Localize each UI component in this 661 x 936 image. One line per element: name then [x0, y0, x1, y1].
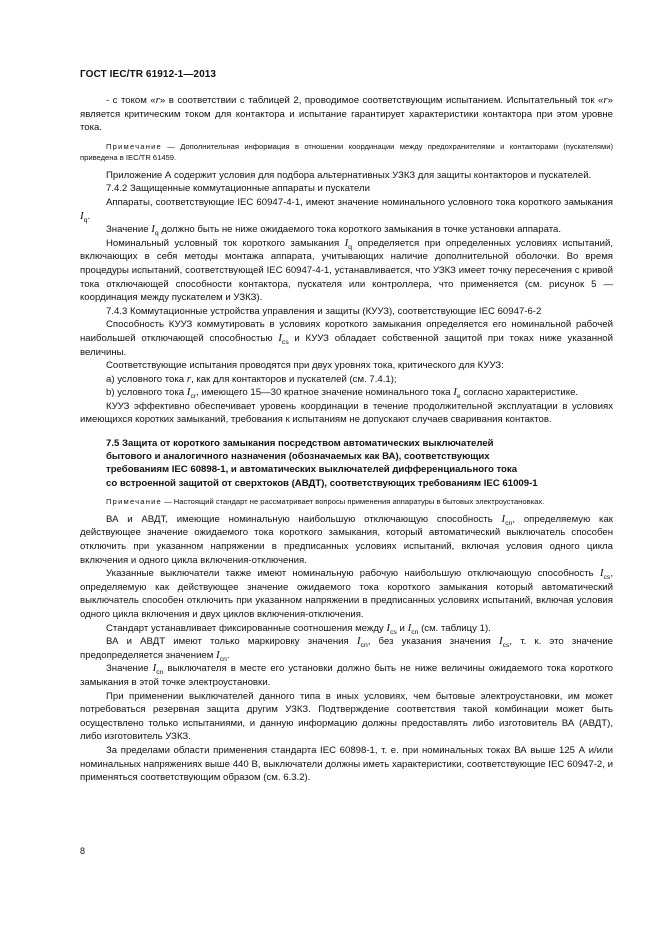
symbol-I: I: [599, 567, 604, 580]
list-item-a: [80, 373, 613, 387]
symbol-I: I: [151, 223, 155, 236]
text: Номинальный условный ток короткого замыкания: [106, 237, 345, 249]
symbol-I: I: [501, 512, 506, 525]
symbol-I: I: [186, 386, 191, 399]
text: , т. к. это значение предопределяется значением: [80, 636, 614, 661]
symbol-I: I: [498, 635, 503, 648]
text: » в соответствии с таблицей 2, проводимое соответствующим испытанием. Испытательный ток «: [159, 95, 604, 106]
paragraph-r-current: [80, 94, 613, 135]
text: , как для контакторов и пускателей (см. 7.4.1);: [191, 373, 397, 385]
text: , определяемую как действующее значение ожидаемого тока короткого замыкания который автоматический выключатель способен отключить при указанном напряжении в предписанных условиях испытаний, включая условия одного цикла включения и двух циклов включения-отключения.: [80, 568, 613, 621]
subscript: cn: [505, 519, 513, 527]
note-1: [80, 141, 613, 163]
text: определяется при определенных условиях испытаний, включающих в себя методы монтажа аппарата, учитывающих наличие дополнительной оболочки. Во время процедуры испытаний, соответствующей IEC 60947-4-1, устанавливается, что УЗКЗ имеет точку пересечения с кривой тока отключающей способности контактора, пускателя или контроллера, что применяется (см. рисунок 5 — координация между пускателем и УЗКЗ).: [80, 237, 613, 304]
symbol-I: I: [80, 209, 84, 222]
symbol-I: I: [407, 621, 412, 634]
text: , без указания значения: [367, 636, 499, 648]
text: Указанные выключатели также имеют номинальную рабочую наибольшую отключающую способность: [106, 568, 600, 580]
note-label: Примечание: [106, 496, 162, 506]
text: .: [226, 649, 230, 661]
subscript: cs: [281, 338, 289, 346]
paragraph-ics-capacity: [80, 567, 613, 621]
symbol-I: I: [216, 648, 220, 661]
subscript: cn: [156, 669, 164, 677]
text: b) условного тока: [106, 387, 187, 399]
note-label: Примечание: [106, 141, 162, 151]
subscript: cn: [219, 655, 227, 663]
paragraph-iq-value: [80, 223, 613, 237]
subscript: e: [456, 393, 461, 401]
note-text: — Дополнительная информация в отношении координации между предохранителями и контакторами (пускателями) приведена в IEC/TR 61459.: [80, 141, 613, 162]
paragraph-scope-limits: За пределами области применения стандарта IEC 60898-1, т. е. при номинальных токах ВА выше 125 А и/или номинальных напряжениях выше 440 В, выключатели должны иметь характеристики, соответствующие IEC 60947-2, и применяться соответствующим образом (см. 6.3.2).: [80, 744, 613, 784]
subscript: cn: [360, 642, 368, 650]
text: - с током «: [106, 95, 156, 106]
symbol-I: I: [344, 236, 349, 249]
symbol-I: I: [152, 662, 157, 675]
symbol-r: r: [155, 94, 160, 106]
symbol-I: I: [278, 331, 282, 344]
symbol-I: I: [453, 386, 457, 399]
subscript: cr: [190, 393, 197, 401]
text: » является критическим током для контактора и испытание гарантирует характеристики контактора при этом уровне тока.: [80, 95, 613, 134]
paragraph-ratio: [80, 622, 613, 636]
paragraph-marking: [80, 635, 613, 662]
paragraph-kuuz-ability: [80, 318, 613, 359]
text: выключателя в месте его установки должно быть не ниже величины ожидаемого тока короткого замыкания в этой точке электроустановки.: [80, 663, 613, 688]
paragraph-kuuz-tests: Соответствующие испытания проводятся при двух уровнях тока, критического для КУУЗ:: [106, 360, 504, 372]
symbol-I: I: [356, 635, 361, 648]
text: ВА и АВДТ, имеющие номинальную наибольшую отключающую способность: [106, 513, 502, 525]
section-7-4-2-title: 7.4.2 Защищенные коммутационные аппараты и пускатели: [106, 183, 371, 195]
heading-line: со встроенной защитой от сверхтоков (АВДТ), соответствующих требованиям IEC 61009-1: [106, 477, 538, 489]
text: и КУУЗ обладает собственной защитой при токах ниже указанной величины.: [80, 332, 613, 358]
note-text: — Настоящий стандарт не рассматривает вопросы применения аппаратуры в бытовых электроустановках.: [161, 496, 545, 506]
text: Стандарт устанавливает фиксированные соотношения между: [106, 622, 387, 634]
text: Способность КУУЗ коммутировать в условиях короткого замыкания определяется его номинальной рабочей наибольшей отключающей способностью: [80, 319, 613, 344]
paragraph-icn-location: [80, 662, 613, 689]
heading-line: бытового и аналогичного назначения (обозначаемых как ВА), соответствующих: [106, 451, 490, 463]
text: , имеющего 15—30 кратное значение номинального тока: [196, 387, 454, 399]
paragraph-backup-protection: При применении выключателей данного типа в иных условиях, чем бытовые электроустановки, им может потребоваться резервная защита другим УЗКЗ. Подтверждение соответствия такой комбинации может быть осуществлено только испытаниями, и данную информацию должны предоставлять либо изготовитель ВА (АВДТ), либо изготовитель УЗКЗ.: [80, 690, 613, 743]
text: a) условного тока: [106, 373, 187, 385]
paragraph-annex-a: Приложение А содержит условия для подбора альтернативных УЗКЗ для защиты контакторов и пускателей.: [106, 169, 592, 181]
section-7-4-3-title: 7.4.3 Коммутационные устройства управления и защиты (КУУЗ), соответствующие IEC 60947-6-2: [106, 305, 542, 317]
text: .: [87, 210, 91, 222]
text: и: [396, 622, 408, 634]
subscript: cs: [502, 642, 510, 650]
subscript: q: [83, 216, 88, 224]
symbol-r: r: [603, 94, 608, 106]
text: ВА и АВДТ имеют только маркировку значения: [106, 636, 357, 648]
paragraph-kuuz-coordination: КУУЗ эффективно обеспечивает уровень координации в течение продолжительной эксплуатации в условиях имеющихся коротких замыканий, требования к испытаниям не допускают случаев сваривания контактов.: [80, 400, 613, 426]
paragraph-icn-capacity: [80, 513, 613, 567]
paragraph-iq-rating: [80, 196, 613, 223]
heading-line: требованиям IEC 60898-1, и автоматических выключателей дифференциального тока: [106, 464, 518, 476]
text: должно быть не ниже ожидаемого тока короткого замыкания в точке установки аппарата.: [158, 224, 561, 236]
section-7-5-heading: [80, 437, 613, 490]
text: Значение: [106, 663, 153, 675]
subscript: cn: [411, 628, 419, 636]
text: Аппараты, соответствующие IEC 60947-4-1, имеют значение номинального условного тока короткого замыкания: [106, 196, 613, 208]
subscript: cs: [390, 628, 397, 636]
standard-header: ГОСТ IEC/TR 61912-1—2013: [80, 69, 217, 80]
subscript: q: [154, 230, 159, 238]
text: , определяемую как действующее значение ожидаемого тока короткого замыкания, который автоматический выключатель способен отключить при указанном напряжении в предписанных условиях испытаний, включая условия одного цикла включения и одного цикла включения-отключения.: [80, 513, 613, 566]
page-number: 8: [80, 846, 86, 856]
symbol-r: r: [186, 372, 192, 385]
subscript: q: [348, 243, 353, 251]
heading-line: 7.5 Защита от короткого замыкания посредством автоматических выключателей: [106, 438, 494, 450]
document-body: [80, 94, 613, 785]
subscript: cs: [603, 574, 611, 582]
symbol-I: I: [386, 621, 391, 634]
paragraph-iq-testing: [80, 237, 613, 305]
text: (см. таблицу 1).: [418, 622, 491, 634]
note-2: [80, 496, 613, 507]
text: согласно характеристике.: [460, 387, 579, 399]
list-item-b: [80, 386, 613, 400]
text: Значение: [106, 224, 152, 236]
